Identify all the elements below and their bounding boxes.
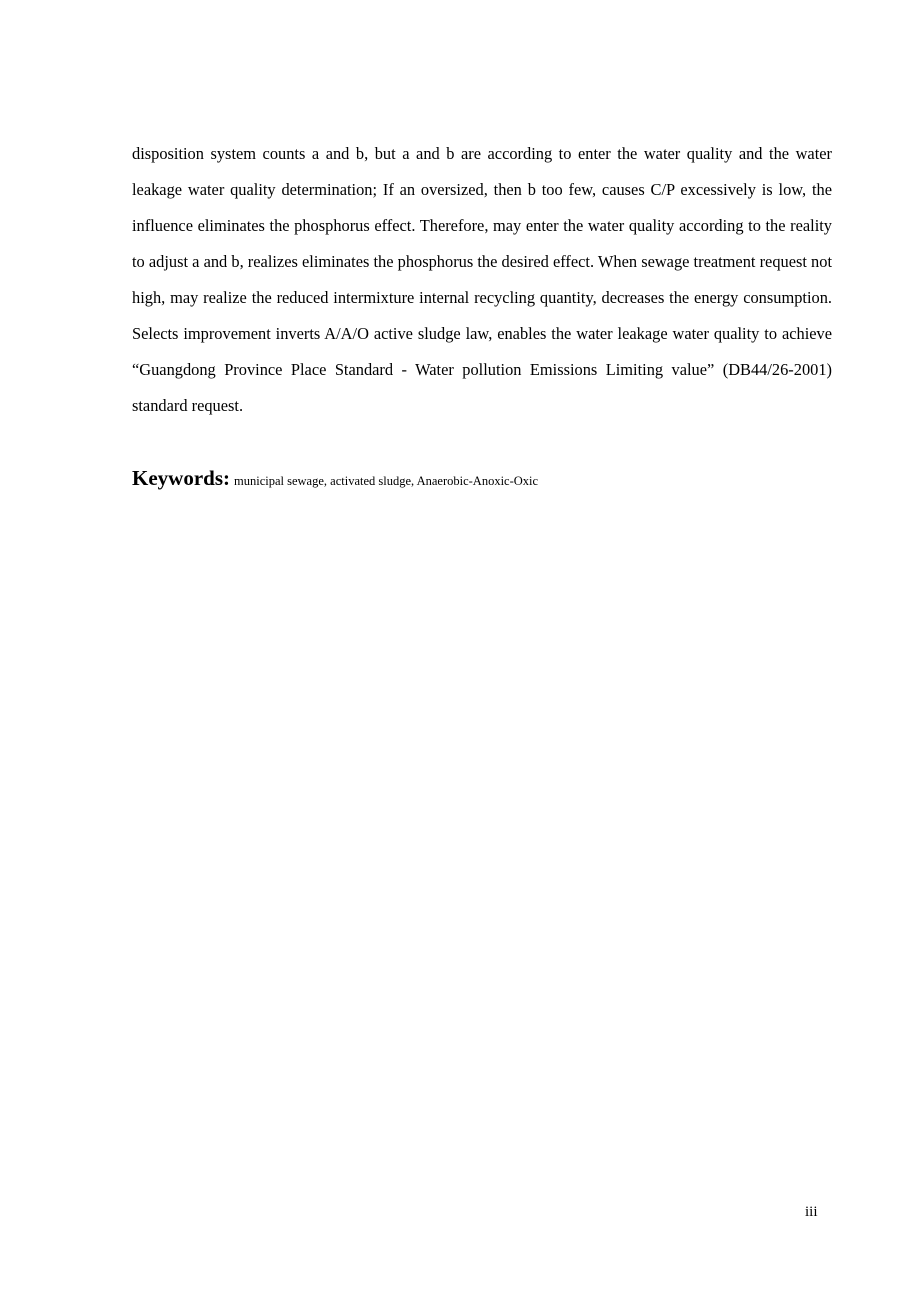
page-number: iii (805, 1204, 818, 1220)
keywords-line (132, 466, 832, 491)
keywords-value: municipal sewage, activated sludge, Anaerobic-Anoxic-Oxic (234, 474, 539, 488)
abstract-paragraph: disposition system counts a and b, but a and b are according to enter the water quality and the water leakage water quality determination; If an oversized, then b too few, causes C/P excessively is low, the influence eliminates the phosphorus effect. Therefore, may enter the water quality according to the reality to adjust a and b, realizes eliminates the phosphorus the desired effect. When sewage treatment request not high, may realize the reduced intermixture internal recycling quantity, decreases the energy consumption. Selects improvement inverts A/A/O active sludge law, enables the water leakage water quality to achieve “Guangdong Province Place Standard - Water pollution Emissions Limiting value” (DB44/26-2001) standard request. (132, 144, 832, 415)
keywords-label: Keywords: (132, 466, 230, 490)
